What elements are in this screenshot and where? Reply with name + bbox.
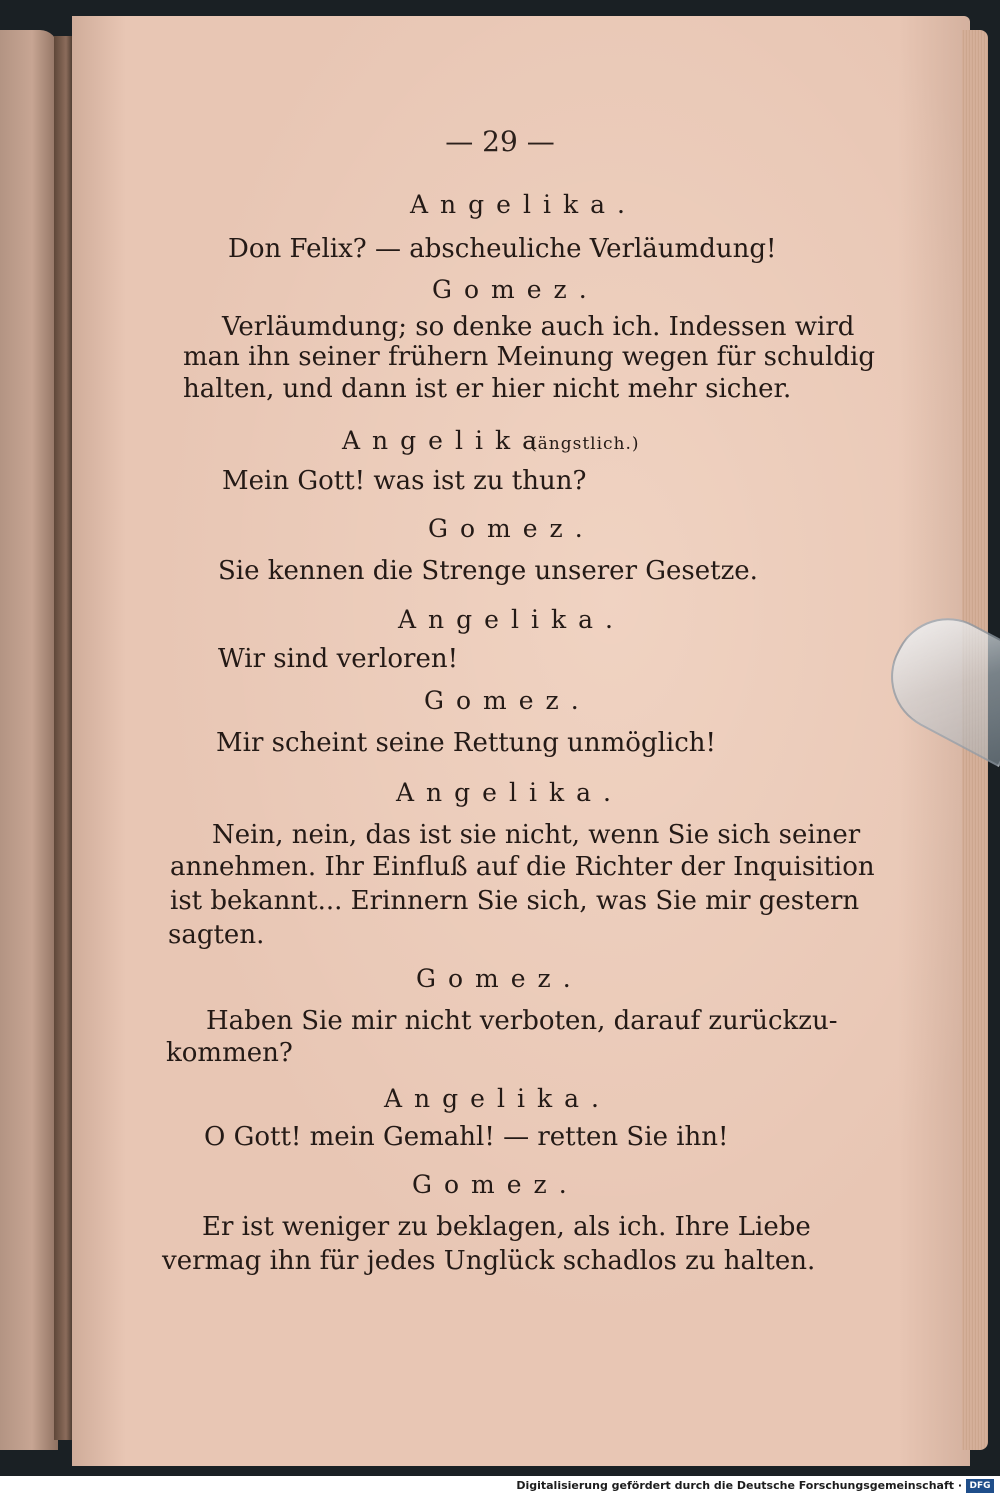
text-line: Don Felix? — abscheuliche Verläumdung! — [228, 234, 777, 264]
text-line: Wir sind verloren! — [218, 644, 459, 674]
text-line: sagten. — [168, 920, 265, 950]
speaker-name: Gomez. — [424, 686, 591, 715]
dfg-logo: DFG — [966, 1479, 994, 1493]
speaker-name: Gomez. — [412, 1170, 579, 1199]
text-line: halten, und dann ist er hier nicht mehr sicher. — [183, 374, 792, 404]
speaker-name: Gomez. — [416, 964, 583, 993]
speaker-name: Angelika. — [396, 778, 623, 807]
stage-direction: (ängstlich.) — [530, 434, 640, 454]
funding-credit: Digitalisierung gefördert durch die Deutsche Forschungsgemeinschaft · — [516, 1479, 962, 1492]
text-line: kommen? — [166, 1038, 293, 1068]
speaker-name: Angelika. — [398, 605, 625, 634]
footer-bar — [0, 1476, 1000, 1496]
text-line: Mein Gott! was ist zu thun? — [222, 466, 587, 496]
speaker-name: Gomez. — [432, 275, 599, 304]
text-line: ist bekannt... Erinnern Sie sich, was Sie mir gestern — [170, 886, 860, 916]
text-line: Haben Sie mir nicht verboten, darauf zurückzu- — [206, 1006, 838, 1036]
text-line: man ihn seiner frühern Meinung wegen für schuldig — [183, 342, 875, 372]
text-line: Verläumdung; so denke auch ich. Indessen wird — [222, 312, 855, 342]
speaker-name: Angelika. — [384, 1084, 611, 1113]
speaker-name: Gomez. — [428, 514, 595, 543]
text-line: Nein, nein, das ist sie nicht, wenn Sie sich seiner — [212, 820, 861, 850]
left-page — [0, 30, 58, 1450]
text-line: annehmen. Ihr Einfluß auf die Richter der Inquisition — [170, 852, 875, 882]
text-line: Er ist weniger zu beklagen, als ich. Ihre Liebe — [202, 1212, 811, 1242]
text-line: O Gott! mein Gemahl! — retten Sie ihn! — [204, 1122, 729, 1152]
left-page-edge — [54, 36, 74, 1440]
text-line: Mir scheint seine Rettung unmöglich! — [216, 728, 716, 758]
speaker-name: Angelika. — [410, 190, 637, 219]
page-number: — 29 — — [445, 125, 555, 158]
speaker-name: Angelika — [342, 426, 549, 455]
text-line: Sie kennen die Strenge unserer Gesetze. — [218, 556, 758, 586]
text-line: vermag ihn für jedes Unglück schadlos zu halten. — [162, 1246, 816, 1276]
